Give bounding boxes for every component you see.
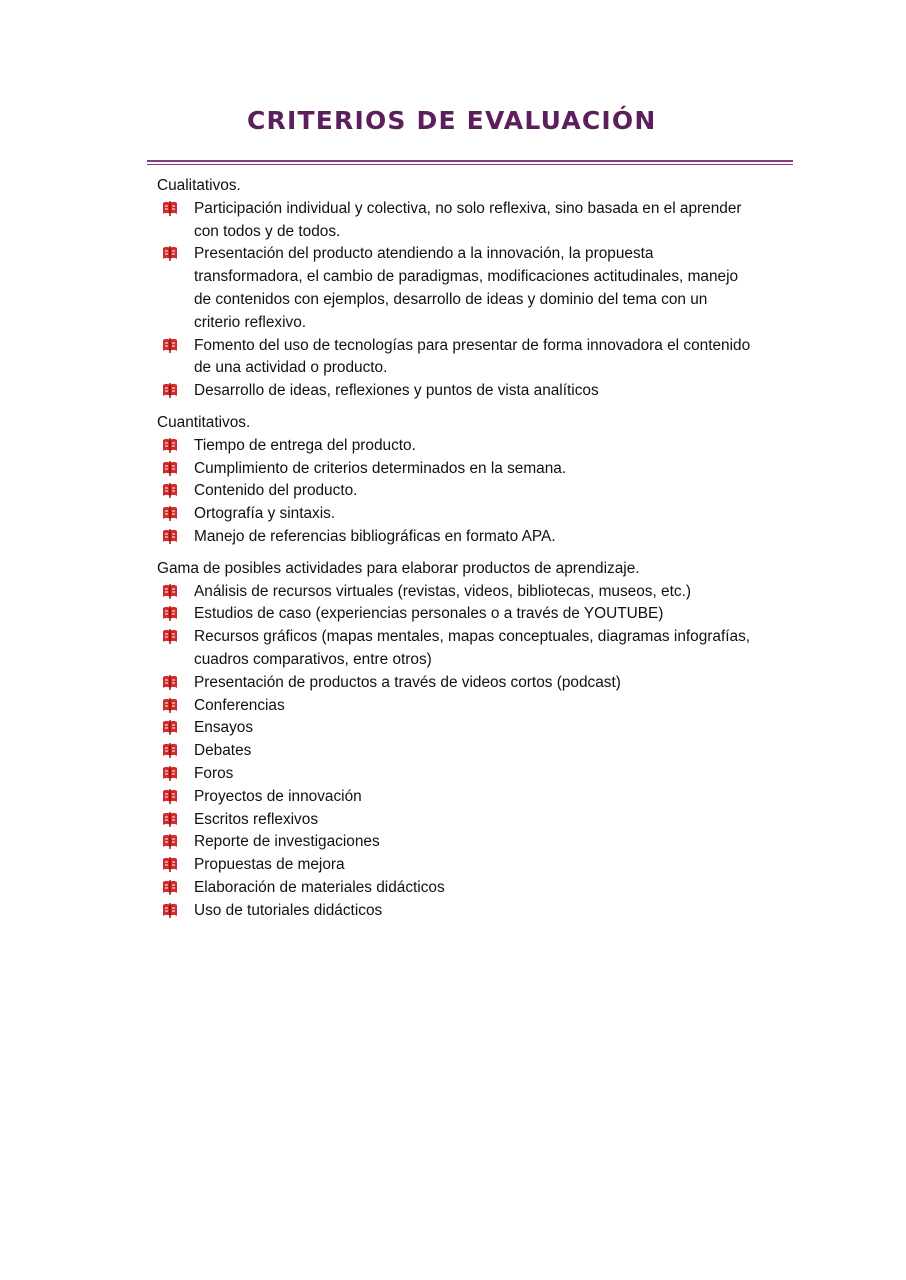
list-item-text: Cumplimiento de criterios determinados en la semana. <box>194 459 567 477</box>
list-item-text: Tiempo de entrega del producto. <box>194 436 416 454</box>
red-book-emblem-icon <box>162 743 178 758</box>
divider-line-bottom <box>147 164 793 165</box>
document-body <box>157 175 757 932</box>
list-item <box>157 335 757 381</box>
list-item-text: Presentación de productos a través de videos cortos (podcast) <box>194 673 621 691</box>
red-book-emblem-icon <box>162 789 178 804</box>
section-heading: Gama de posibles actividades para elaborar productos de aprendizaje. <box>157 559 640 577</box>
list-item-text: Elaboración de materiales didácticos <box>194 878 445 896</box>
list-item-text: Manejo de referencias bibliográficas en formato APA. <box>194 527 556 545</box>
list-item-text: Propuestas de mejora <box>194 856 345 874</box>
list-item <box>157 526 757 549</box>
list-item-text: Conferencias <box>194 696 285 714</box>
red-book-emblem-icon <box>162 246 178 261</box>
red-book-emblem-icon <box>162 338 178 353</box>
list-item <box>157 831 757 854</box>
red-book-emblem-icon <box>162 461 178 476</box>
list-item <box>157 877 757 900</box>
list-item <box>157 809 757 832</box>
list-item <box>157 380 757 403</box>
list-item <box>157 740 757 763</box>
list-item-text: Reporte de investigaciones <box>194 833 380 851</box>
section <box>157 558 757 923</box>
list-item <box>157 786 757 809</box>
list-item <box>157 717 757 740</box>
red-book-emblem-icon <box>162 903 178 918</box>
list-item <box>157 503 757 526</box>
red-book-emblem-icon <box>162 483 178 498</box>
list-item-text: Contenido del producto. <box>194 482 358 500</box>
red-book-emblem-icon <box>162 675 178 690</box>
list-item <box>157 763 757 786</box>
list-item-text: Participación individual y colectiva, no solo reflexiva, sino basada en el aprender con todos y de todos. <box>194 199 742 240</box>
list-item <box>157 581 757 604</box>
list-item <box>157 900 757 923</box>
list-item <box>157 243 757 334</box>
list-item-text: Análisis de recursos virtuales (revistas, videos, bibliotecas, museos, etc.) <box>194 582 691 600</box>
section-heading: Cuantitativos. <box>157 413 251 431</box>
list-item <box>157 458 757 481</box>
bullet-list <box>157 198 757 403</box>
red-book-emblem-icon <box>162 629 178 644</box>
section <box>157 412 757 549</box>
red-book-emblem-icon <box>162 766 178 781</box>
red-book-emblem-icon <box>162 606 178 621</box>
section <box>157 175 757 403</box>
list-item-text: Debates <box>194 742 252 760</box>
list-item <box>157 480 757 503</box>
list-item <box>157 435 757 458</box>
list-item <box>157 198 757 244</box>
red-book-emblem-icon <box>162 698 178 713</box>
red-book-emblem-icon <box>162 834 178 849</box>
list-item <box>157 854 757 877</box>
list-item-text: Presentación del producto atendiendo a la innovación, la propuesta transformadora, el cambio de paradigmas, modificaciones actitudinales, manejo de contenidos con ejemplos, desarrollo de ideas y dominio del tema con un criterio reflexivo. <box>194 245 739 331</box>
list-item <box>157 626 757 672</box>
red-book-emblem-icon <box>162 438 178 453</box>
red-book-emblem-icon <box>162 529 178 544</box>
red-book-emblem-icon <box>162 857 178 872</box>
list-item-text: Estudios de caso (experiencias personales o a través de YOUTUBE) <box>194 605 664 623</box>
red-book-emblem-icon <box>162 584 178 599</box>
red-book-emblem-icon <box>162 201 178 216</box>
list-item-text: Ortografía y sintaxis. <box>194 505 336 523</box>
list-item-text: Desarrollo de ideas, reflexiones y puntos de vista analíticos <box>194 382 599 400</box>
title-divider <box>147 160 793 166</box>
list-item <box>157 672 757 695</box>
red-book-emblem-icon <box>162 812 178 827</box>
red-book-emblem-icon <box>162 506 178 521</box>
list-item-text: Fomento del uso de tecnologías para presentar de forma innovadora el contenido de una actividad o producto. <box>194 336 751 377</box>
page-title: CRITERIOS DE EVALUACIÓN <box>247 106 657 135</box>
list-item-text: Foros <box>194 764 234 782</box>
list-item-text: Proyectos de innovación <box>194 787 362 805</box>
list-item <box>157 695 757 718</box>
red-book-emblem-icon <box>162 383 178 398</box>
list-item-text: Uso de tutoriales didácticos <box>194 901 383 919</box>
bullet-list <box>157 581 757 923</box>
bullet-list <box>157 435 757 549</box>
list-item-text: Recursos gráficos (mapas mentales, mapas conceptuales, diagramas infografías, cuadros comparativos, entre otros) <box>194 628 751 668</box>
red-book-emblem-icon <box>162 720 178 735</box>
red-book-emblem-icon <box>162 880 178 895</box>
list-item <box>157 603 757 626</box>
section-heading: Cualitativos. <box>157 177 241 194</box>
list-item-text: Ensayos <box>194 719 254 737</box>
list-item-text: Escritos reflexivos <box>194 810 319 828</box>
divider-line-top <box>147 160 793 162</box>
